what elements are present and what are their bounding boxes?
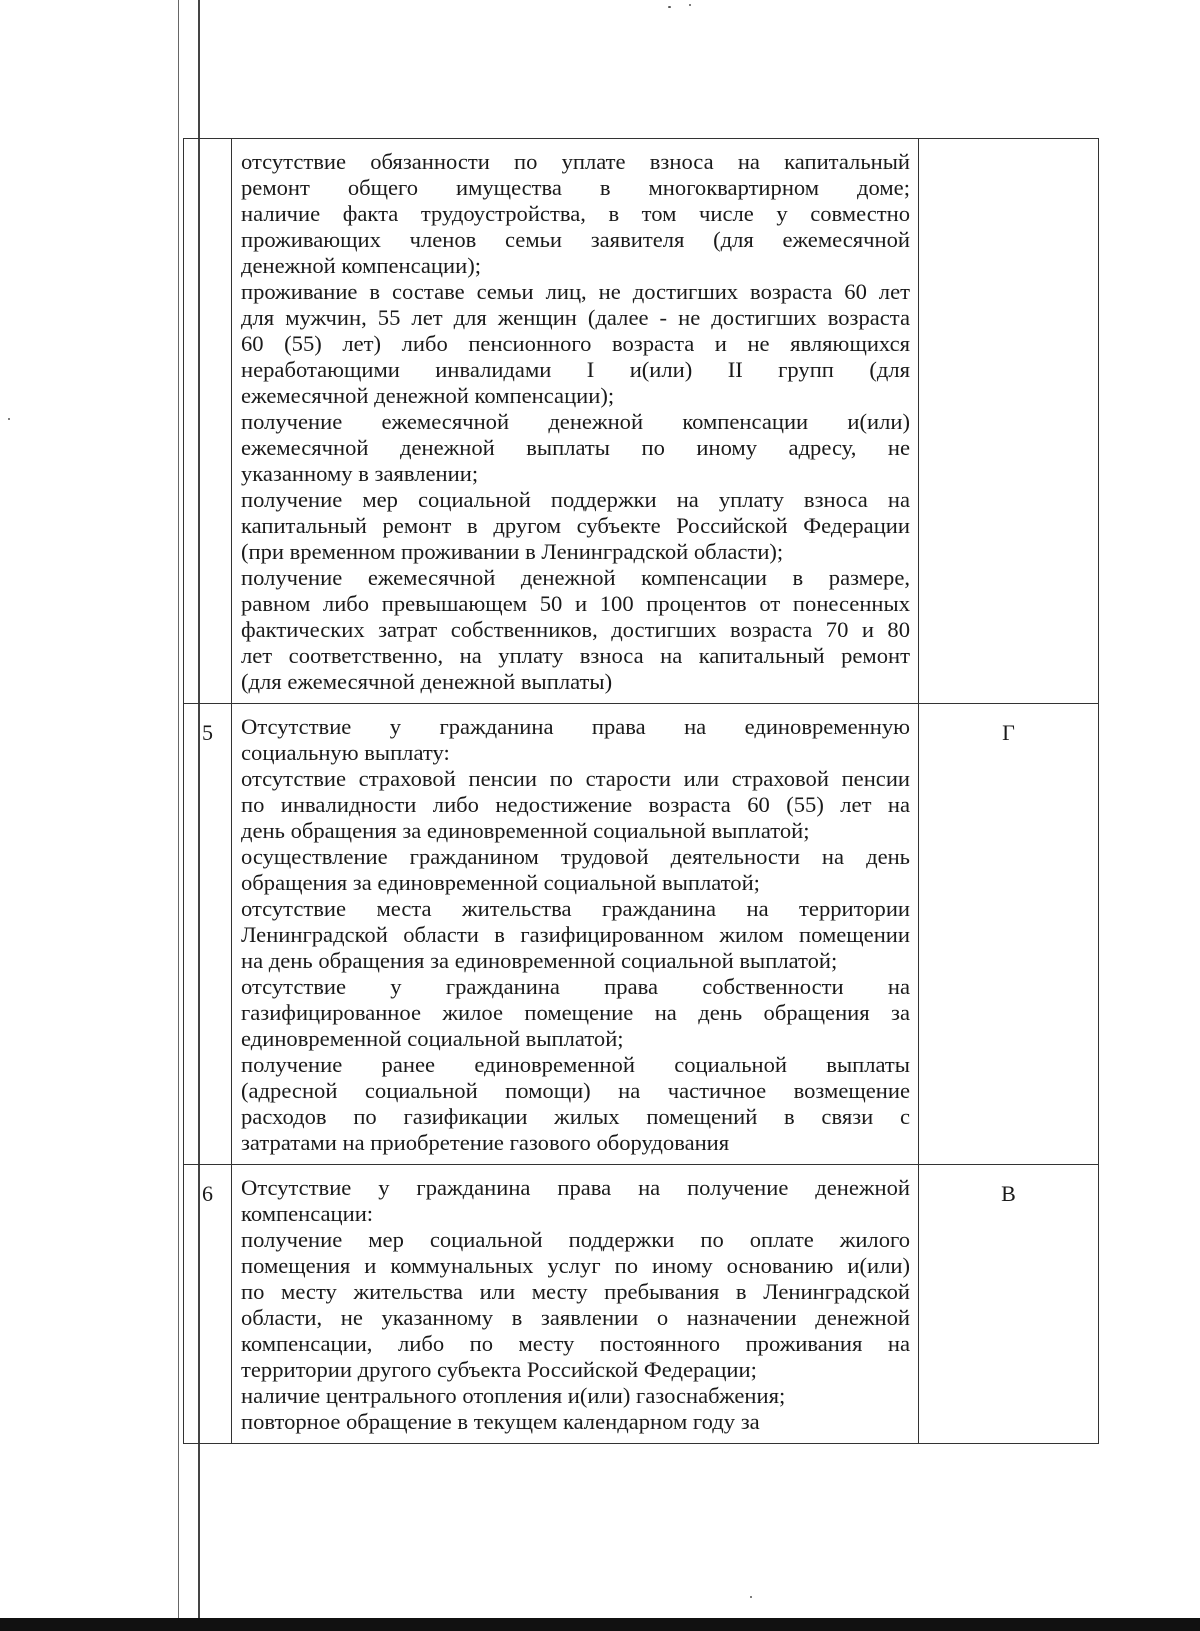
text-line: получение ежемесячной денежной компенсации и(или)	[241, 409, 910, 434]
scan-edge-line-left	[178, 0, 179, 1631]
text-line: социальную выплату:	[241, 740, 450, 765]
scan-speck	[668, 6, 671, 8]
text-line: обращения за единовременной социальной выплатой;	[241, 870, 760, 895]
text-line: отсутствие места жительства гражданина на территории	[241, 896, 910, 921]
text-line: Отсутствие у гражданина права на получение денежной	[241, 1175, 910, 1200]
row-number: 6	[184, 1165, 232, 1444]
text-line: получение ежемесячной денежной компенсации в размере,	[241, 565, 910, 590]
row-number: 5	[184, 704, 232, 1165]
text-line: по месту жительства или месту пребывания в Ленинградской	[241, 1279, 910, 1304]
text-line: ежемесячной денежной компенсации);	[241, 383, 615, 408]
text-line: лет соответственно, на уплату взноса на капитальный ремонт	[241, 643, 910, 668]
row-text	[232, 1165, 919, 1444]
text-line: капитальный ремонт в другом субъекте Российской Федерации	[241, 513, 910, 538]
row-text	[232, 139, 919, 704]
text-line: области, не указанному в заявлении о назначении денежной	[241, 1305, 910, 1330]
text-line: (при временном проживании в Ленинградской области);	[241, 539, 784, 564]
row-number	[184, 139, 232, 704]
text-line: фактических затрат собственников, достигших возраста 70 и 80	[241, 617, 910, 642]
document-table	[183, 138, 1099, 1444]
text-line: единовременной социальной выплатой;	[241, 1026, 624, 1051]
row-code	[919, 139, 1099, 704]
text-line: помещения и коммунальных услуг по иному основанию и(или)	[241, 1253, 910, 1278]
text-line: ежемесячной денежной выплаты по иному адресу, не	[241, 435, 910, 460]
text-line: получение мер социальной поддержки на уплату взноса на	[241, 487, 910, 512]
scan-speck	[8, 418, 10, 420]
table-row	[184, 1165, 1099, 1444]
text-line: (для ежемесячной денежной выплаты)	[241, 669, 613, 694]
scan-speck	[689, 4, 691, 6]
row-text	[232, 704, 919, 1165]
text-line: указанному в заявлении;	[241, 461, 479, 486]
text-line: затратами на приобретение газового оборудования	[241, 1130, 730, 1155]
text-line: Ленинградской области в газифицированном жилом помещении	[241, 922, 910, 947]
text-line: получение мер социальной поддержки по оплате жилого	[241, 1227, 910, 1252]
text-line: на день обращения за единовременной социальной выплатой;	[241, 948, 838, 973]
text-line: компенсации:	[241, 1201, 374, 1226]
text-line: день обращения за единовременной социальной выплатой;	[241, 818, 810, 843]
table-row	[184, 139, 1099, 704]
text-line: осуществление гражданином трудовой деятельности на день	[241, 844, 910, 869]
scan-speck	[750, 1596, 752, 1598]
text-line: отсутствие страховой пенсии по старости или страховой пенсии	[241, 766, 910, 791]
text-line: получение ранее единовременной социальной выплаты	[241, 1052, 910, 1077]
row-code: Г	[919, 704, 1099, 1165]
text-line: (адресной социальной помощи) на частичное возмещение	[241, 1078, 910, 1103]
text-line: проживание в составе семьи лиц, не достигших возраста 60 лет	[241, 279, 910, 304]
text-line: наличие центрального отопления и(или) газоснабжения;	[241, 1383, 786, 1408]
scan-bottom-band	[0, 1618, 1200, 1631]
text-line: отсутствие обязанности по уплате взноса на капитальный	[241, 149, 910, 174]
text-line: территории другого субъекта Российской Федерации;	[241, 1357, 757, 1382]
text-line: наличие факта трудоустройства, в том числе у совместно	[241, 201, 910, 226]
text-line: компенсации, либо по месту постоянного проживания на	[241, 1331, 910, 1356]
text-line: газифицированное жилое помещение на день обращения за	[241, 1000, 910, 1025]
text-line: неработающими инвалидами I и(или) II групп (для	[241, 357, 910, 382]
text-line: 60 (55) лет) либо пенсионного возраста и не являющихся	[241, 331, 910, 356]
text-line: повторное обращение в текущем календарном году за	[241, 1409, 760, 1434]
text-line: по инвалидности либо недостижение возраста 60 (55) лет на	[241, 792, 910, 817]
text-line: расходов по газификации жилых помещений в связи с	[241, 1104, 910, 1129]
text-line: проживающих членов семьи заявителя (для ежемесячной	[241, 227, 910, 252]
text-line: для мужчин, 55 лет для женщин (далее - не достигших возраста	[241, 305, 910, 330]
text-line: денежной компенсации);	[241, 253, 481, 278]
row-code: В	[919, 1165, 1099, 1444]
text-line: равном либо превышающем 50 и 100 процентов от понесенных	[241, 591, 910, 616]
text-line: отсутствие у гражданина права собственности на	[241, 974, 910, 999]
text-line: Отсутствие у гражданина права на единовременную	[241, 714, 910, 739]
text-line: ремонт общего имущества в многоквартирном доме;	[241, 175, 910, 200]
table-row	[184, 704, 1099, 1165]
